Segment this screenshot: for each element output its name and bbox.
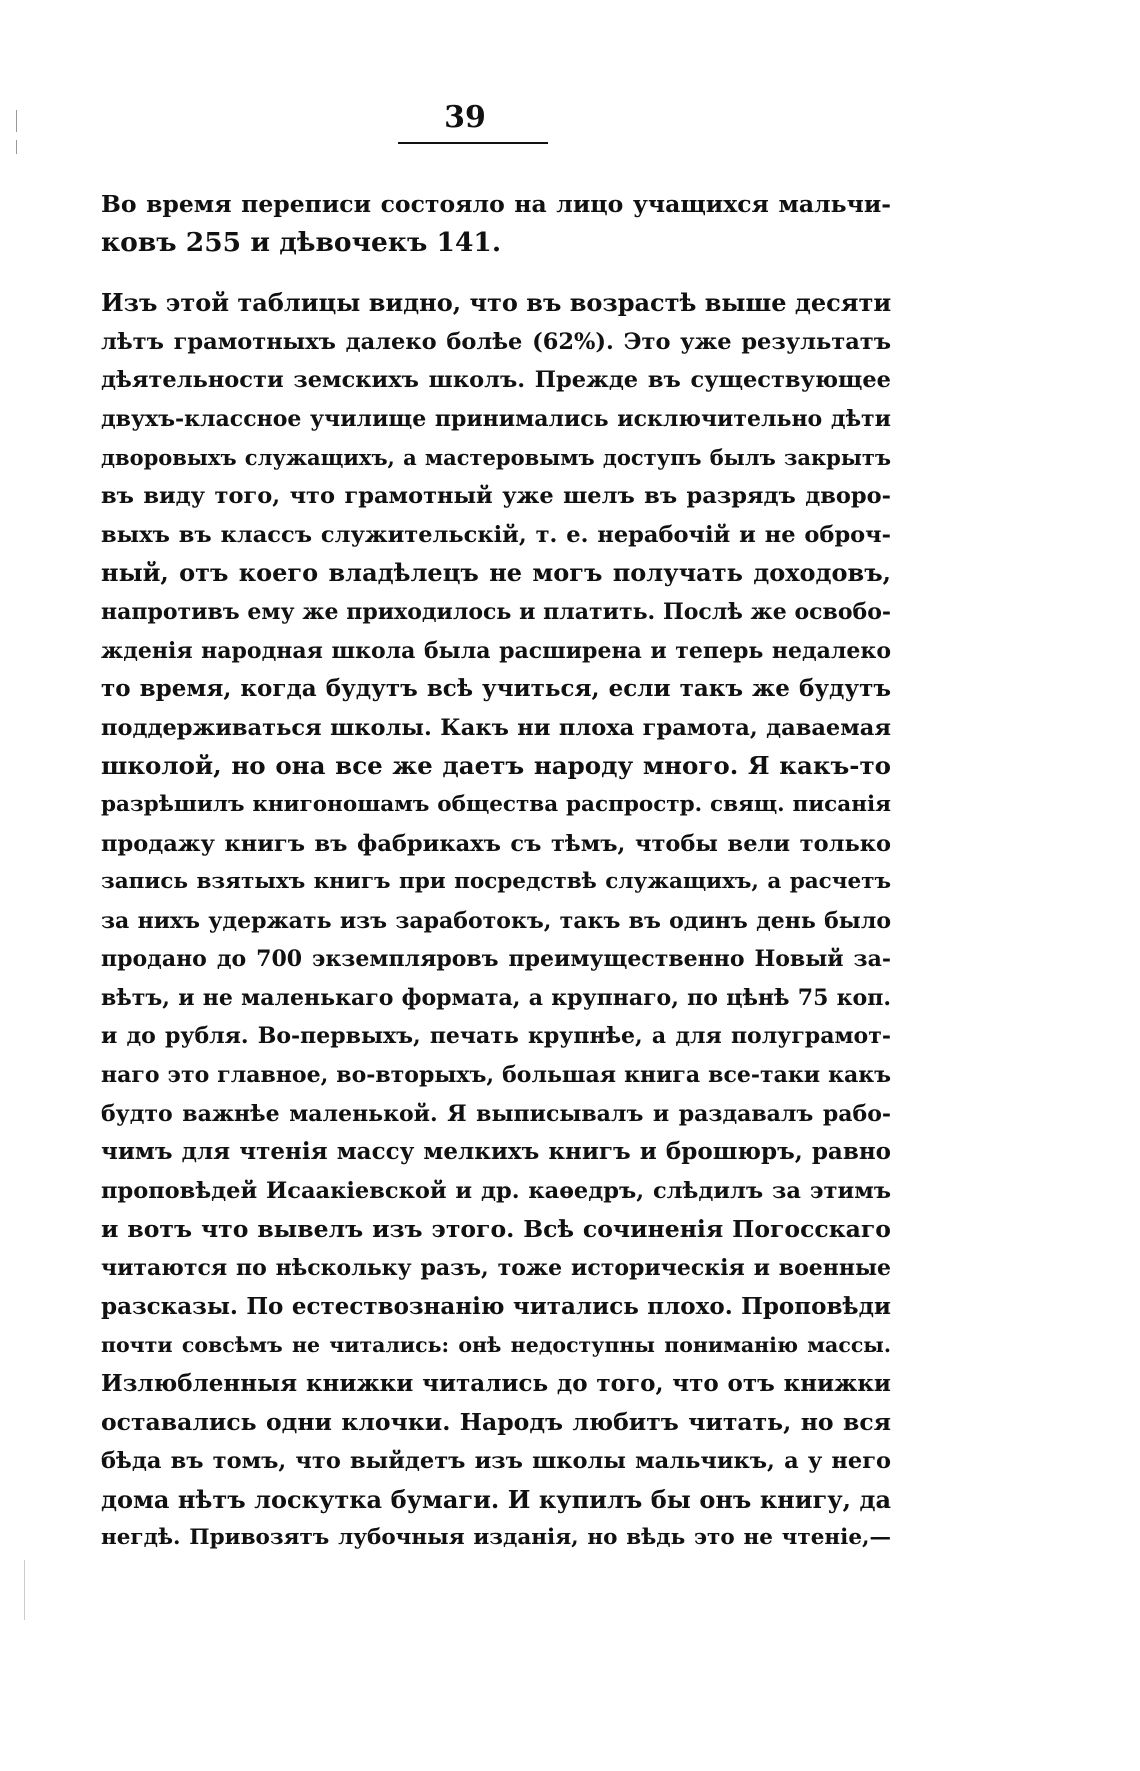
text-line: запись взятыхъ книгъ при посредствѣ служащихъ, а расчетъ — [101, 869, 891, 895]
text-line: разрѣшилъ книгоношамъ общества распростр. свящ. писанія — [101, 791, 891, 817]
scan-mark — [24, 1560, 25, 1620]
body-text — [101, 185, 891, 1558]
text-line: бѣда въ томъ, что выйдетъ изъ школы мальчикъ, а у него — [101, 1448, 891, 1474]
text-line: дѣятельности земскихъ школъ. Прежде въ существующее — [101, 367, 891, 394]
scan-mark — [16, 140, 17, 154]
text-line: дворовыхъ служащихъ, а мастеровымъ доступъ былъ закрытъ — [101, 444, 891, 470]
text-line: Изъ этой таблицы видно, что въ возрастѣ выше десяти — [101, 288, 892, 318]
text-line: проповѣдей Исаакіевской и др. каѳедръ, слѣдилъ за этимъ — [101, 1177, 891, 1204]
text-line: вѣтъ, и не маленькаго формата, а крупнаго, по цѣнѣ 75 коп. — [101, 984, 891, 1011]
text-line: школой, но она все же даетъ народу много. Я какъ-то — [101, 751, 891, 781]
text-line: будто важнѣе маленькой. Я выписывалъ и раздавалъ рабо- — [101, 1100, 891, 1127]
text-line: то время, когда будутъ всѣ учиться, если такъ же будутъ — [101, 675, 891, 703]
text-line: разсказы. По естествознанію читались плохо. Проповѣди — [101, 1292, 891, 1320]
text-line: Излюбленныя книжки читались до того, что отъ книжки — [101, 1369, 891, 1397]
text-line: поддерживаться школы. Какъ ни плоха грамота, даваемая — [101, 714, 891, 741]
text-line: двухъ-классное училище принимались исключительно дѣти — [101, 405, 891, 432]
text-line: напротивъ ему же приходилось и платить. Послѣ же освобо- — [101, 598, 891, 625]
text-line: оставались одни клочки. Народъ любитъ читать, но вся — [101, 1408, 891, 1437]
text-line: чимъ для чтенія массу мелкихъ книгъ и брошюръ, равно — [101, 1138, 891, 1166]
text-line: продажу книгъ въ фабрикахъ съ тѣмъ, чтобы вели только — [101, 830, 891, 857]
text-line: въ виду того, что грамотный уже шелъ въ разрядъ дворо- — [101, 483, 891, 510]
text-line: и до рубля. Во-первыхъ, печать крупнѣе, а для полуграмот- — [101, 1023, 891, 1050]
text-line: Во время переписи состояло на лицо учащихся мальчи- — [101, 190, 891, 218]
text-line: почти совсѣмъ не читались: онѣ недоступны пониманію массы. — [101, 1333, 891, 1358]
header-rule — [398, 142, 548, 144]
page-number: 39 — [444, 100, 486, 135]
text-line: читаются по нѣскольку разъ, тоже историческія и военные — [101, 1255, 891, 1282]
text-line: дома нѣтъ лоскутка бумаги. И купилъ бы онъ книгу, да — [101, 1484, 891, 1514]
text-line: ный, отъ коего владѣлецъ не могъ получать доходовъ, — [101, 558, 891, 588]
paragraph-1 — [101, 185, 891, 262]
text-line: жденія народная школа была расширена и теперь недалеко — [101, 637, 891, 664]
text-line: выхъ въ классъ служительскій, т. е. нерабочій и не оброч- — [101, 521, 891, 548]
text-line: продано до 700 экземпляровъ преимущественно Новый за- — [101, 946, 891, 973]
text-line: и вотъ что вывелъ изъ этого. Всѣ сочиненія Погосскаго — [101, 1215, 891, 1244]
paragraph-2 — [101, 284, 891, 1558]
text-line: наго это главное, во-вторыхъ, большая книга все-таки какъ — [101, 1062, 891, 1089]
text-line: лѣтъ грамотныхъ далеко болѣе (62%). Это уже результатъ — [101, 328, 891, 355]
text-line: негдѣ. Привозятъ лубочныя изданія, но вѣдь это не чтеніе,— — [101, 1525, 891, 1551]
text-line: за нихъ удержать изъ заработокъ, такъ въ одинъ день было — [101, 907, 891, 934]
text-line: ковъ 255 и дѣвочекъ 141. — [101, 226, 502, 258]
